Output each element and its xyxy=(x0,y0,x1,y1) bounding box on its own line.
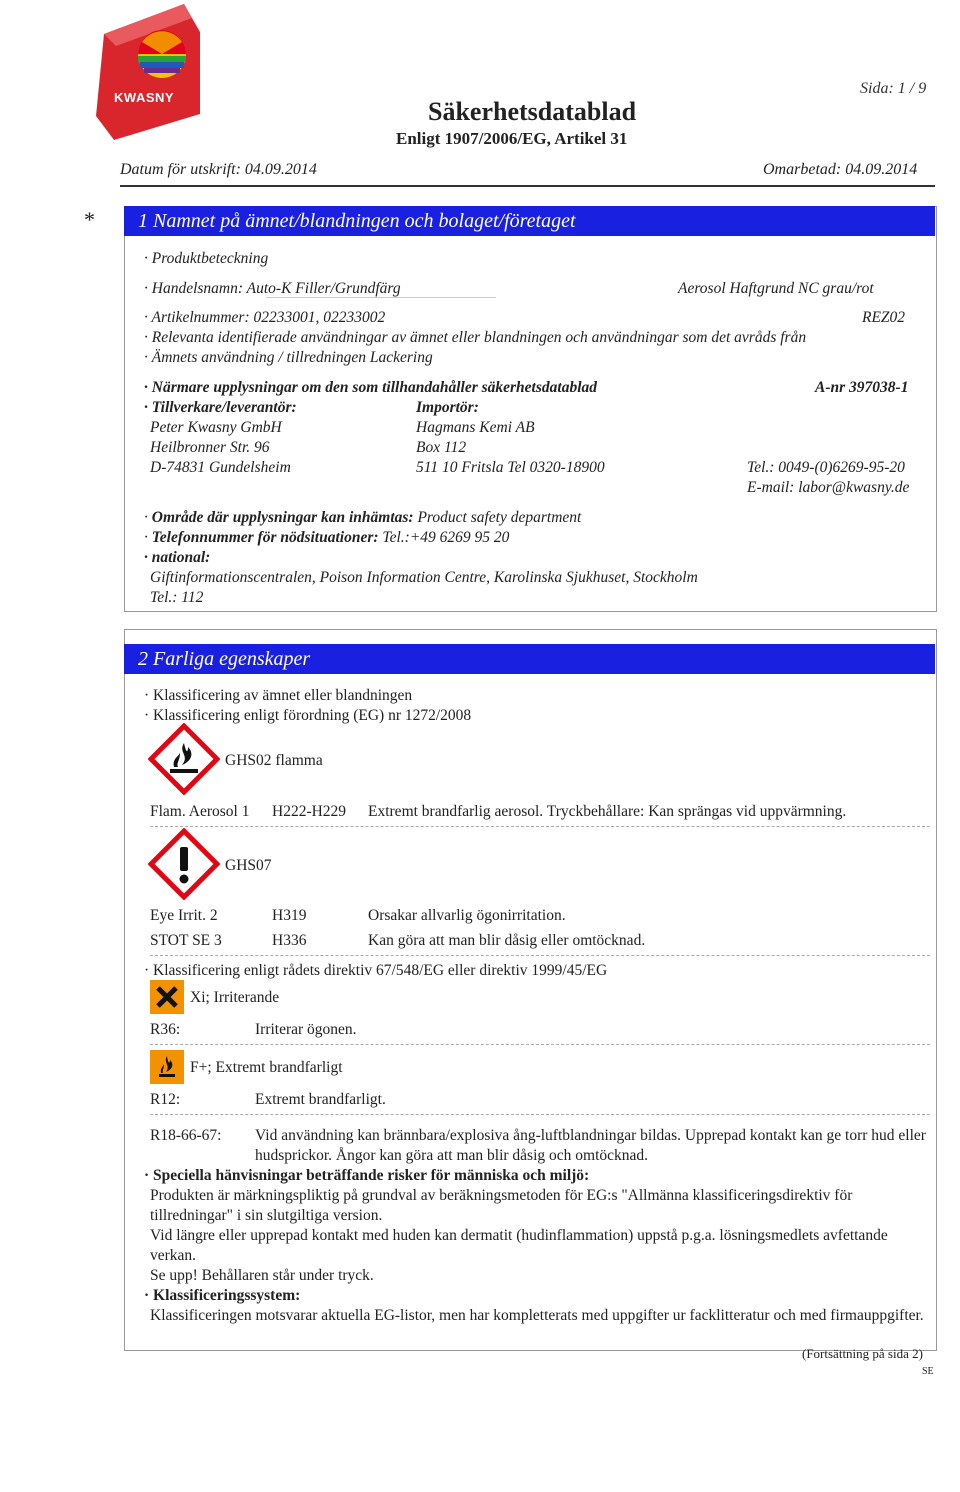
klassificering-1: · Klassificering av ämnet eller blandningen xyxy=(144,686,412,706)
divider xyxy=(150,826,930,827)
xi-irritant-icon xyxy=(150,980,184,1014)
ghs02-flame-icon xyxy=(148,723,220,795)
r36-text: Irriterar ögonen. xyxy=(255,1021,357,1038)
revision-star: * xyxy=(84,207,95,232)
national-label: · national: xyxy=(144,548,210,568)
importor-label: Importör: xyxy=(416,399,479,416)
national-tel: Tel.: 112 xyxy=(150,589,204,606)
f-plus-flame-icon xyxy=(150,1050,184,1084)
telefon-label: Telefonnummer för nödsituationer: xyxy=(151,529,379,546)
speciella-p1: Produkten är märkningspliktig på grundval av beräkningsmetoden för EG:s "Allmänna klassificeringsdirektiv för tillredningar" i sin slutgiltiga version. xyxy=(150,1187,853,1224)
divider xyxy=(150,955,930,956)
r18-code: R18-66-67: xyxy=(150,1127,222,1144)
section-2-heading: 2 Farliga egenskaper xyxy=(124,644,935,674)
speciella-p3: Se upp! Behållaren står under tryck. xyxy=(150,1267,374,1284)
f-label: F+; Extremt brandfarligt xyxy=(190,1059,343,1076)
relevanta-uses: · Relevanta identifierade användningar av ämnet eller blandningen och användningar som det avråds från xyxy=(144,328,806,348)
anvandning-label: Ämnets användning / tillredningen xyxy=(151,349,366,366)
eye-class: Eye Irrit. 2 xyxy=(150,907,218,924)
page-number: Sida: 1 / 9 xyxy=(860,80,927,97)
manufacturer-tel: Tel.: 0049-(0)6269-95-20 xyxy=(747,459,905,476)
r36-code: R36: xyxy=(150,1021,181,1038)
logo-text: KWASNY xyxy=(114,90,175,105)
r12-code: R12: xyxy=(150,1091,181,1108)
handelsnamn-label: Handelsnamn: xyxy=(151,280,244,297)
eye-text: Orsakar allvarlig ögonirritation. xyxy=(368,907,566,924)
klassificering-3: · Klassificering enligt rådets direktiv 67/548/EG eller direktiv 1999/45/EG xyxy=(144,961,607,981)
product-alt-name: Aerosol Haftgrund NC grau/rot xyxy=(678,280,874,297)
omrade-row xyxy=(144,508,581,528)
manufacturer-email: E-mail: labor@kwasny.de xyxy=(747,479,910,496)
handelsnamn-row xyxy=(144,279,401,299)
importer-box: Box 112 xyxy=(416,439,467,456)
manufacturer-street: Heilbronner Str. 96 xyxy=(150,439,270,456)
artikel-code: REZ02 xyxy=(862,309,906,326)
manufacturer-city: D-74831 Gundelsheim xyxy=(150,459,291,476)
system-text: Klassificeringen motsvarar aktuella EG-listor, men har kompletterats med uppgifter ur facklitteratur och med firmauppgifter. xyxy=(150,1307,924,1324)
ghs07-exclamation-icon xyxy=(148,828,220,900)
national-value: Giftinformationscentralen, Poison Information Centre, Karolinska Sjukhuset, Stockholm xyxy=(150,569,698,586)
document-subtitle: Enligt 1907/2006/EG, Artikel 31 xyxy=(396,129,628,148)
stot-text: Kan göra att man blir dåsig eller omtöcknad. xyxy=(368,932,646,949)
header-rule xyxy=(120,185,935,187)
ghs02-label: GHS02 flamma xyxy=(225,752,323,769)
omrade-label: Område där upplysningar kan inhämtas: xyxy=(151,509,414,526)
anvandning-value: Lackering xyxy=(369,349,433,366)
artikel-label: Artikelnummer: xyxy=(151,309,250,326)
tillverkare-label: · Tillverkare/leverantör: xyxy=(144,398,297,418)
telefon-row xyxy=(144,528,509,548)
a-nr: A-nr 397038-1 xyxy=(815,379,909,396)
flam-h: H222-H229 xyxy=(272,803,347,820)
continued-note: (Fortsättning på sida 2) xyxy=(802,1346,923,1361)
importer-name: Hagmans Kemi AB xyxy=(416,419,535,436)
system-label: · Klassificeringssystem: xyxy=(144,1286,300,1306)
artikel-value: 02233001, 02233002 xyxy=(253,309,386,326)
r18-text: Vid användning kan brännbara/explosiva ång-luftblandningar bildas. Upprepad kontakt kan ge torr hud eller hudsprickor. Ångor kan göra att man blir dåsig och omtöcknad. xyxy=(255,1127,926,1164)
produktbeteckning: · Produktbeteckning xyxy=(144,249,268,269)
speciella-p2: Vid längre eller upprepad kontakt med huden kan dermatit (hudinflammation) uppstå p.g.a. lösningsmedlets avfettande verkan. xyxy=(150,1227,888,1264)
ghs07-label: GHS07 xyxy=(225,857,272,874)
language-code: SE xyxy=(922,1366,934,1377)
print-date: Datum för utskrift: 04.09.2014 xyxy=(120,161,317,178)
klassificering-2: · Klassificering enligt förordning (EG) nr 1272/2008 xyxy=(144,706,471,726)
xi-label: Xi; Irriterande xyxy=(190,989,280,1006)
stot-class: STOT SE 3 xyxy=(150,932,222,949)
handelsnamn-value: Auto-K Filler/Grundfärg xyxy=(246,280,401,297)
section-1-heading: 1 Namnet på ämnet/blandningen och bolaget/företaget xyxy=(124,206,935,236)
flam-text: Extremt brandfarlig aerosol. Tryckbehållare: Kan sprängas vid uppvärmning. xyxy=(368,803,847,820)
divider xyxy=(150,1114,930,1115)
telefon-value: Tel.:+49 6269 95 20 xyxy=(382,529,510,546)
omrade-value: Product safety department xyxy=(417,509,582,526)
eye-h: H319 xyxy=(272,907,307,924)
manufacturer-name: Peter Kwasny GmbH xyxy=(150,419,282,436)
importer-city: 511 10 Fritsla Tel 0320-18900 xyxy=(416,459,605,476)
revised-date: Omarbetad: 04.09.2014 xyxy=(763,161,918,178)
artikel-row xyxy=(144,308,385,328)
handelsnamn-underline xyxy=(266,297,496,298)
kwasny-logo xyxy=(96,4,206,140)
divider xyxy=(150,1044,930,1045)
anvandning-row xyxy=(144,348,433,368)
flam-class: Flam. Aerosol 1 xyxy=(150,803,250,820)
r12-text: Extremt brandfarligt. xyxy=(255,1091,386,1108)
document-title: Säkerhetsdatablad xyxy=(428,97,637,126)
speciella-label: · Speciella hänvisningar beträffande risker för människa och miljö: xyxy=(144,1166,589,1186)
stot-h: H336 xyxy=(272,932,307,949)
narmare-upplysningar: · Närmare upplysningar om den som tillhandahåller säkerhetsdatablad xyxy=(144,378,597,398)
